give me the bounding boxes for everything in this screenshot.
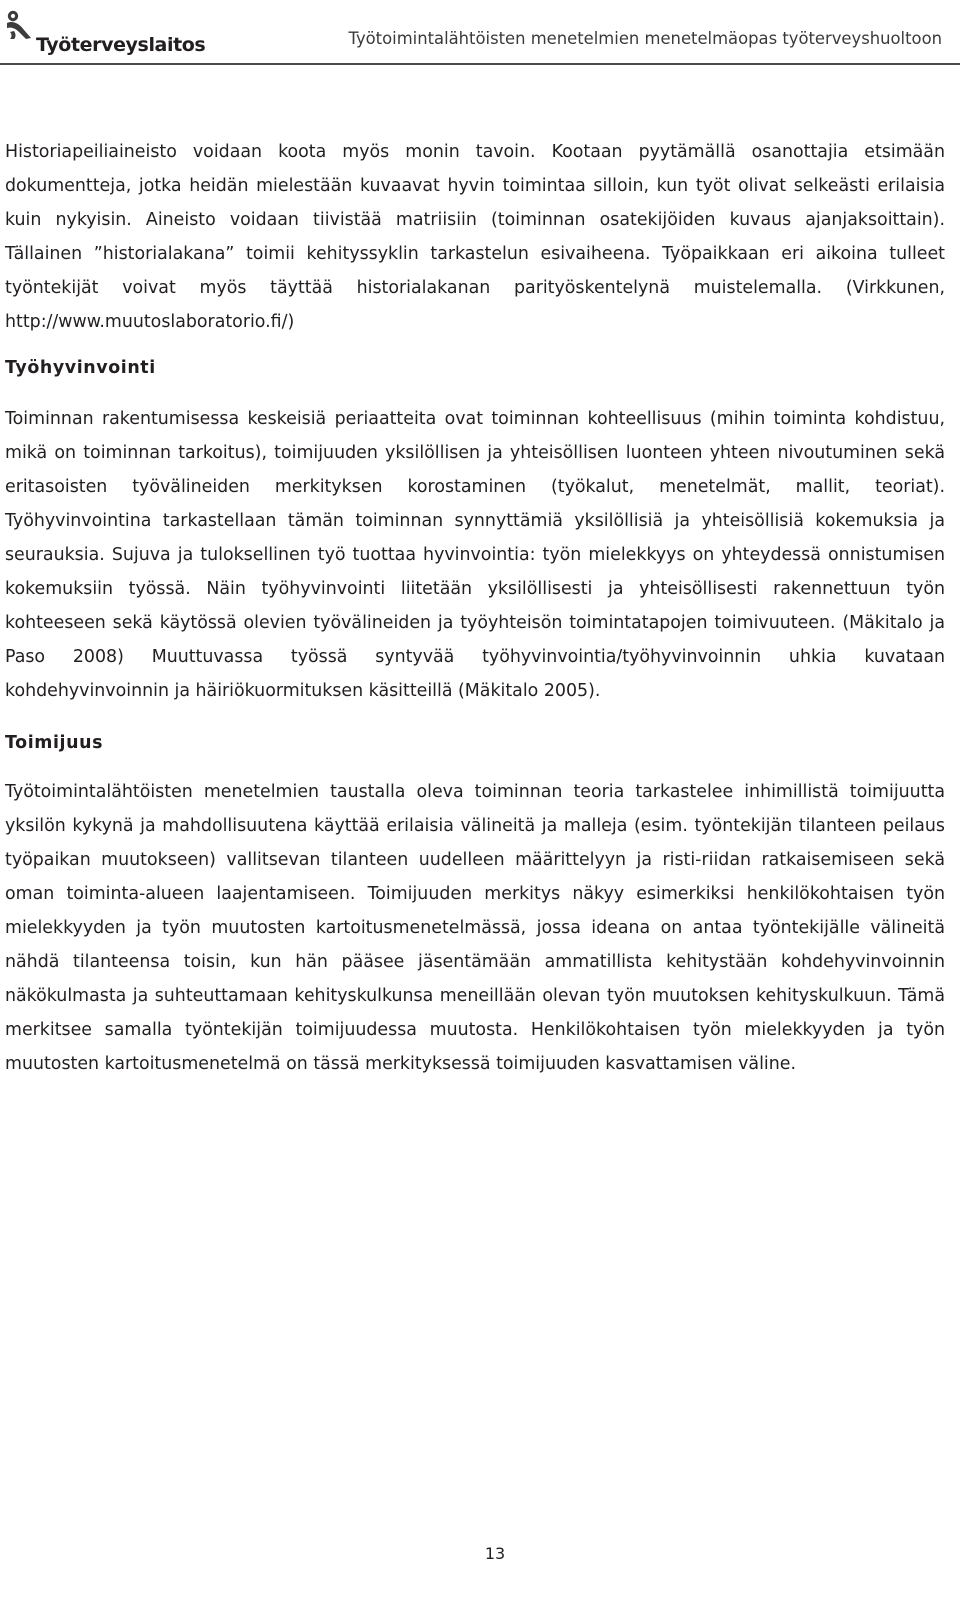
logo-text: Työterveyslaitos bbox=[36, 34, 206, 56]
section-heading-tyohyvinvointi: Työhyvinvointi bbox=[5, 358, 156, 378]
page-number: 13 bbox=[484, 1544, 506, 1563]
toimijuus-paragraph: Työtoimintalähtöisten menetelmien taustalla oleva toiminnan teoria tarkastelee inhimillistä toimijuutta yksilön kykynä ja mahdollisuutena käyttää erilaisia välineitä ja malleja (esim. työntekijän tilanteen peilaus työpaikan muutokseen) vallitsevan tilanteen uudelleen määrittelyyn ja risti-riidan ratkaisemiseen sekä oman toiminta-alueen laajentamiseen. Toimijuuden merkitys näkyy esimerkiksi henkilökohtaisen työn mielekkyyden ja työn muutosten kartoitusmenetelmässä, jossa ideana on antaa työntekijälle välineitä nähdä tilanteensa toisin, kun hän pääsee jäsentämään ammatillista kehitystään kohdehyvinvoinnin näkökulmasta ja suhteuttamaan kehityskulkunsa meneillään olevan työn muutoksen kehityskulkuun. Tämä merkitsee samalla työntekijän toimijuudessa muutosta. Henkilökohtaisen työn mielekkyyden ja työn muutosten kartoitusmenetelmä on tässä merkityksessä toimijuuden kasvattamisen väline. bbox=[5, 782, 945, 1074]
header-divider bbox=[0, 63, 960, 65]
page-header bbox=[0, 0, 960, 66]
tyohyvinvointi-paragraph: Toiminnan rakentumisessa keskeisiä periaatteita ovat toiminnan kohteellisuus (mihin toiminta kohdistuu, mikä on toiminnan tarkoitus), toimijuuden yksilöllisen ja yhteisöllisen luonteen yhteen nivoutuminen sekä eritasoisten työvälineiden merkityksen korostaminen (työkalut, menetelmät, mallit, teoriat). Työhyvinvointina tarkastellaan tämän toiminnan synnyttämiä yksilöllisiä ja yhteisöllisiä kokemuksia ja seurauksia. Sujuva ja tuloksellinen työ tuottaa hyvinvointia: työn mielekkyys on yhteydessä onnistumisen kokemuksiin työssä. Näin työhyvinvointi liitetään yksilöllisesti ja yhteisöllisesti rakennettuun työn kohteeseen sekä käytössä olevien työvälineiden ja työyhteisön toimintatapojen toimivuuteen. (Mäkitalo ja Paso 2008) Muuttuvassa työssä syntyvää työhyvinvointia/työhyvinvoinnin uhkia kuvataan kohdehyvinvoinnin ja häiriökuormituksen käsitteillä (Mäkitalo 2005). bbox=[5, 409, 945, 701]
intro-paragraph: Historiapeiliaineisto voidaan koota myös monin tavoin. Kootaan pyytämällä osanottajia etsimään dokumentteja, jotka heidän mielestään kuvaavat hyvin toimintaa silloin, kun työt olivat selkeästi erilaisia kuin nykyisin. Aineisto voidaan tiivistää matriisiin (toiminnan osatekijöiden kuvaus ajanjaksoittain). Tällainen ”historialakana” toimii kehityssyklin tarkastelun esivaiheena. Työpaikkaan eri aikoina tulleet työntekijät voivat myös täyttää historialakanan parityöskentelynä muistelemalla. (Virkkunen, http://www.muutoslaboratorio.fi/) bbox=[5, 142, 945, 332]
tyoterveyslaitos-logo bbox=[4, 10, 206, 60]
logo-mark-icon bbox=[4, 10, 38, 40]
section-heading-toimijuus: Toimijuus bbox=[5, 733, 104, 753]
page-content bbox=[5, 135, 945, 1081]
running-title: Työtoimintalähtöisten menetelmien menetelmäopas työterveyshuoltoon bbox=[348, 29, 942, 48]
